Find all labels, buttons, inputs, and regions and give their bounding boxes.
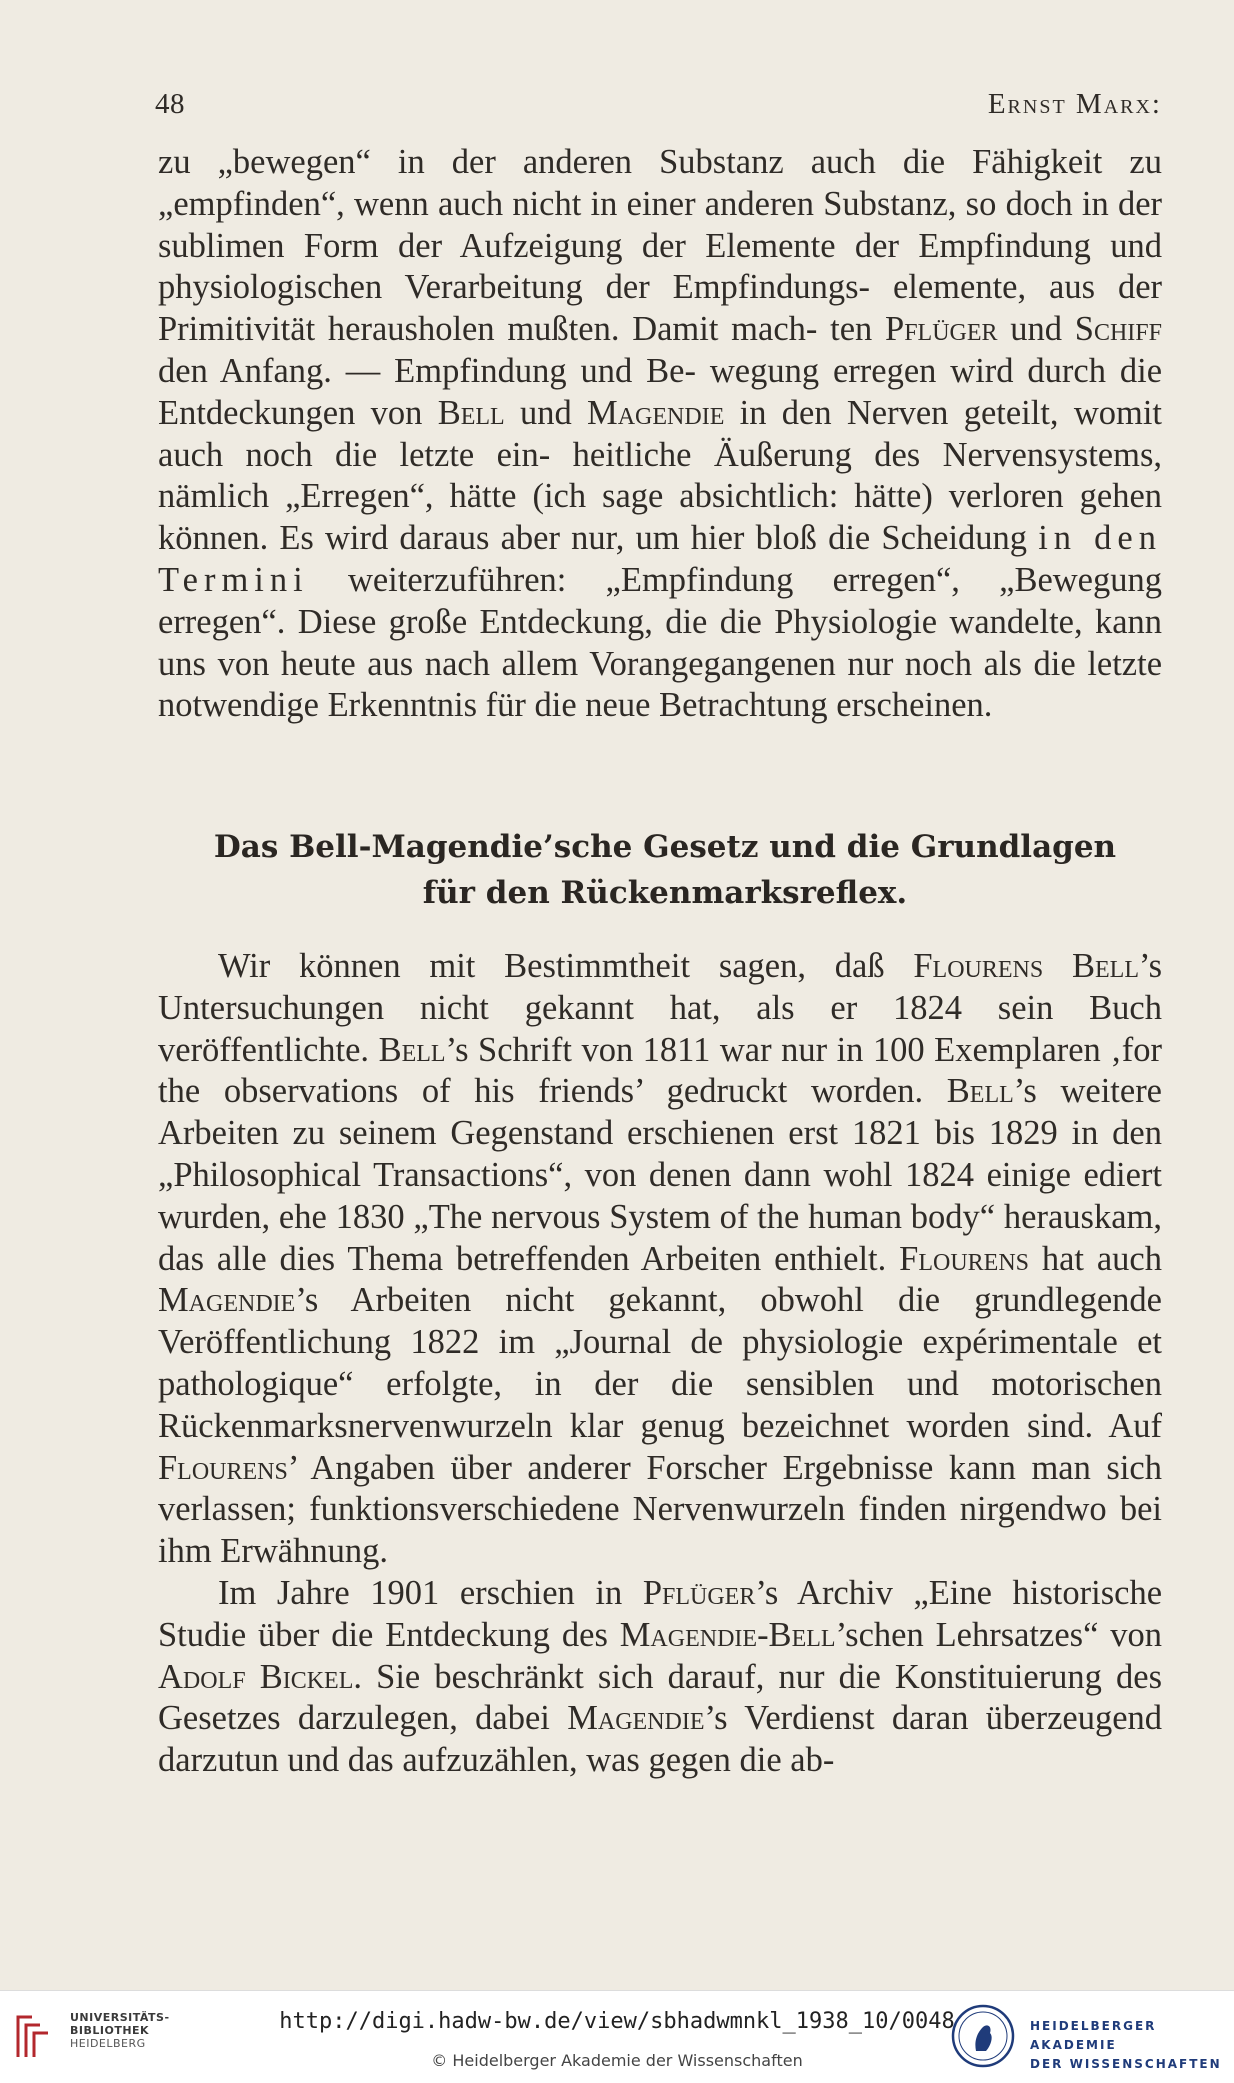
section-heading-line-1: Das Bell-Magendie’sche Gesetz und die Grundlagen [213,829,1117,865]
name-magendie: Magendie [587,393,725,432]
paragraph-2-text: Wir können mit Bestimmtheit sagen, daß Flourens Bell’s Untersuchungen nicht gekannt hat, als er 1824 sein Buch veröffentlichte. Bell’s Schrift von 1811 war nur in 100 Exemplaren ‚for the observations of his friends’ gedruckt worden. Bell’s weitere Arbeiten zu seinem Gegenstand erschienen erst 1821 bis 1829 in den „Philosophical Transactions“, von denen dann wohl 1824 einige ediert wurden, ehe 1830 „The nervous System of the human body“ herauskam, das alle dies Thema betreffenden Arbeiten enthielt. Flourens hat auch Magendie’s Arbeiten nicht gekannt, obwohl die grundlegende Veröffentlichung 1822 im „Journal de physiologie expérimentale et pathologique“ erfolgte, in der die sensiblen und motorischen Rückenmarksnervenwurzeln klar genug bezeichnet worden sind. Auf Flourens’ Angaben über anderer Forscher Ergebnisse kann man sich verlassen; funktionsverschiedene Nervenwurzeln finden nirgendwo bei ihm Erwähnung. [158,947,1163,1571]
copyright-notice: © Heidelberger Akademie der Wissenschaften [431,2051,803,2070]
name-pflueger: Pflüger [885,310,998,349]
name-schiff: Schiff [1074,310,1162,349]
paragraph-1-text: zu „bewegen“ in der anderen Substanz auch die Fähigkeit zu „empfinden“, wenn auch nicht in einer anderen Substanz, so doch in der sublimen Form der Aufzeigung der Elemente der Empfindung und physiologischen Verarbeitung der Empfindungs- elemente, aus der Primitivität herausholen mußten. Damit mach- ten Pflüger und Schiff den Anfang. — Empfindung und Be- wegung erregen wird durch die Entdeckungen von Bell und Magendie in den Nerven geteilt, womit auch noch die letzte ein- heitliche Äußerung des Nervensystems, nämlich „Erregen“, hätte (ich sage absichtlich: hätte) verloren gehen können. Es wird daraus aber nur, um hier bloß die Scheidung in den Termini weiterzuführen: „Empfindung erregen“, „Bewegung erregen“. Diese große Entdeckung, die die Physiologie wandelte, kann uns von heute aus nach allem Vorangegangenen nur noch als die letzte notwendige Erkenntnis für die neue Betrachtung erscheinen. [158,143,1163,725]
section-heading-line-2: für den Rückenmarksreflex. [422,875,908,911]
paragraph-3-text: Im Jahre 1901 erschien in Pflüger’s Archiv „Eine historische Studie über die Entdeckung des Magendie-Bell’schen Lehrsatzes“ von Adolf Bickel. Sie beschränkt sich darauf, nur die Konstituierung des Gesetzes darzulegen, dabei Magendie’s Verdienst daran überzeugend darzutun und das aufzuzählen, was gegen die ab- [158,1573,1163,1780]
digitization-footer [0,1990,1234,2083]
running-head-author: Ernst Marx: [987,88,1162,120]
paragraph-2 [158,946,1162,1782]
paragraph-1 [158,142,1162,727]
academy-name[interactable]: HEIDELBERGER AKADEMIE DER WISSENSCHAFTEN [1030,2019,1222,2071]
name-bell: Bell [437,393,505,432]
page-number: 48 [155,88,185,120]
section-heading [170,824,1160,916]
university-library-name[interactable]: UNIVERSITÄTS- BIBLIOTHEK HEIDELBERG [70,2011,170,2050]
academy-seal-icon[interactable] [950,2003,1016,2069]
permalink-url[interactable]: http://digi.hadw-bw.de/view/sbhadwmnkl_1938_10/0048 [279,2009,955,2034]
spaced-term: in den Termini [158,519,1162,599]
